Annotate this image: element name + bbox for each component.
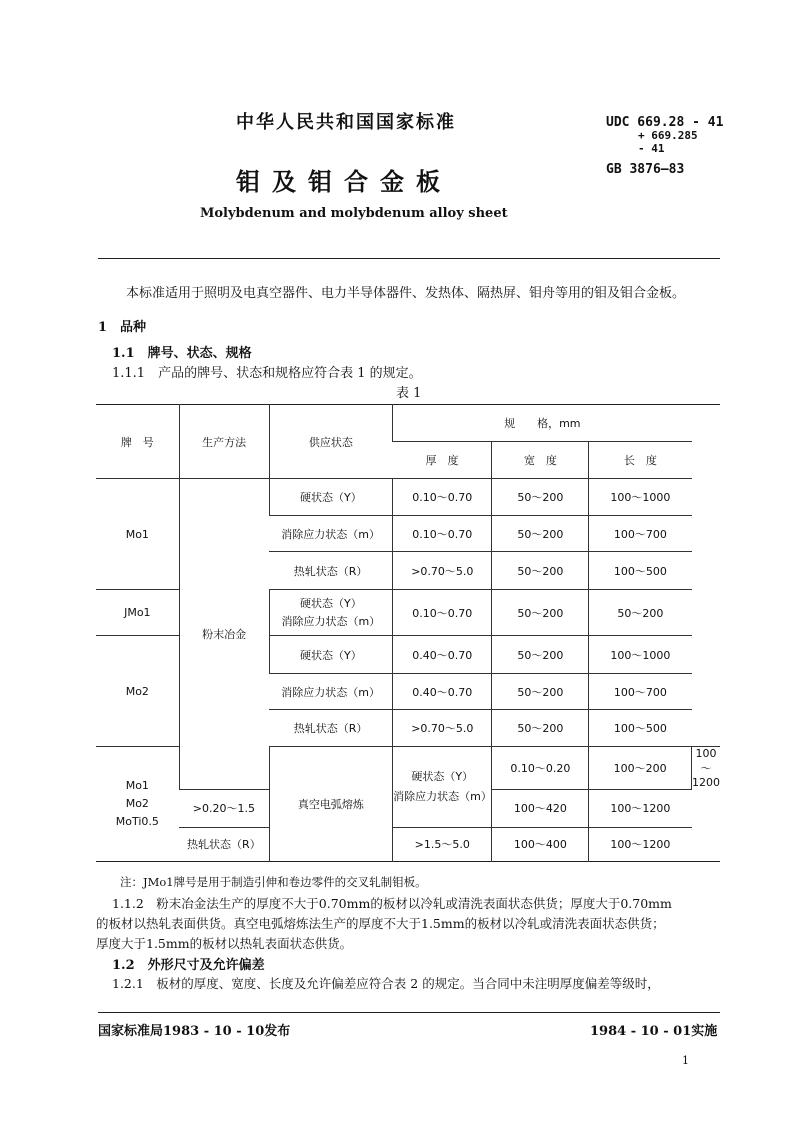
length-cell: 100～700 bbox=[589, 516, 692, 552]
issuing-authority: 中华人民共和国国家标准 bbox=[236, 112, 456, 133]
length-cell: 100～700 bbox=[589, 674, 692, 710]
table-row bbox=[96, 827, 720, 861]
thickness-cell: 0.10～0.70 bbox=[393, 479, 492, 516]
width-cell: 50～200 bbox=[492, 590, 589, 636]
grade-line: MoTi0.5 bbox=[115, 814, 159, 828]
grade-cell: JMo1 bbox=[96, 590, 179, 636]
scope-paragraph: 本标准适用于照明及电真空器件、电力半导体器件、发热体、隔热屏、钼舟等用的钼及钼合金板。 bbox=[126, 286, 686, 301]
clause-1-2-1: 1.2.1 板材的厚度、宽度、长度及允许偏差应符合表 2 的规定。当合同中未注明厚度偏差等级时， bbox=[112, 976, 660, 991]
header-state: 供应状态 bbox=[269, 405, 393, 479]
width-cell: 50～200 bbox=[492, 479, 589, 516]
header-spec: 规 格，mm bbox=[393, 405, 692, 442]
title-chinese: 钼及钼合金板 bbox=[236, 167, 452, 196]
thickness-cell: >0.20～1.5 bbox=[179, 789, 269, 827]
state-cell: 硬状态（Y） bbox=[269, 636, 393, 674]
section-1-heading: 1 品种 bbox=[98, 320, 147, 335]
width-cell: 50～200 bbox=[492, 710, 589, 747]
footer-divider bbox=[98, 1012, 720, 1013]
section-1-2-heading: 1.2 外形尺寸及允许偏差 bbox=[112, 958, 265, 973]
table-note: 注：JMo1牌号是用于制造引伸和卷边零件的交叉轧制钼板。 bbox=[120, 875, 427, 889]
grade-cell-multi bbox=[96, 747, 179, 862]
state-line: 硬状态（Y） bbox=[300, 596, 362, 610]
state-cell: 热轧状态（R） bbox=[269, 710, 393, 747]
state-cell: 消除应力状态（m） bbox=[269, 674, 393, 710]
thickness-cell: 0.40～0.70 bbox=[393, 674, 492, 710]
table-1 bbox=[96, 404, 720, 862]
udc-code bbox=[606, 116, 723, 155]
width-cell: 50～200 bbox=[492, 674, 589, 710]
width-cell: 50～200 bbox=[492, 516, 589, 552]
title-english: Molybdenum and molybdenum alloy sheet bbox=[200, 206, 508, 221]
header-width: 宽 度 bbox=[492, 442, 589, 479]
page-number: 1 bbox=[682, 1054, 689, 1067]
width-cell: 100～420 bbox=[492, 789, 589, 827]
length-cell: 100～500 bbox=[589, 710, 692, 747]
udc-line-3: - 41 bbox=[638, 142, 665, 155]
clause-1-1-1: 1.1.1 产品的牌号、状态和规格应符合表 1 的规定。 bbox=[112, 366, 422, 381]
method-cell: 真空电弧熔炼 bbox=[269, 747, 393, 862]
grade-cell: Mo1 bbox=[96, 479, 179, 590]
state-line: 硬状态（Y） bbox=[411, 769, 474, 783]
header-method: 生产方法 bbox=[179, 405, 269, 479]
grade-line: Mo1 bbox=[125, 778, 149, 792]
clause-1-1-2-line-3: 厚度大于1.5mm的板材以热轧表面状态供货。 bbox=[96, 936, 353, 951]
table-caption: 表 1 bbox=[396, 386, 422, 401]
width-cell: 50～200 bbox=[492, 552, 589, 590]
header-thickness: 厚 度 bbox=[393, 442, 492, 479]
header-divider bbox=[98, 258, 720, 259]
state-cell: 热轧状态（R） bbox=[269, 552, 393, 590]
gb-number: GB 3876—83 bbox=[606, 162, 685, 177]
state-line: 消除应力状态（m） bbox=[393, 789, 492, 803]
length-cell: 100～1000 bbox=[589, 479, 692, 516]
clause-1-1-2-line-2: 的板材以热轧表面供货。真空电弧熔炼法生产的厚度不大于1.5mm的板材以冷轧或清洗表面状态供货； bbox=[96, 916, 665, 931]
length-cell: 100～1200 bbox=[589, 789, 692, 827]
length-cell: 100～1000 bbox=[589, 636, 692, 674]
thickness-cell: >0.70～5.0 bbox=[393, 710, 492, 747]
width-cell: 50～200 bbox=[492, 636, 589, 674]
state-cell: 热轧状态（R） bbox=[179, 827, 269, 861]
length-cell: 100～1200 bbox=[692, 747, 720, 789]
width-cell: 100～400 bbox=[492, 827, 589, 861]
thickness-cell: 0.10～0.70 bbox=[393, 590, 492, 636]
grade-line: Mo2 bbox=[125, 796, 149, 810]
length-cell: 100～500 bbox=[589, 552, 692, 590]
state-cell bbox=[269, 590, 393, 636]
length-cell: 50～200 bbox=[589, 590, 692, 636]
table-row bbox=[96, 479, 720, 516]
thickness-cell: 0.10～0.70 bbox=[393, 516, 492, 552]
issue-date: 国家标准局1983 - 10 - 10发布 bbox=[98, 1024, 291, 1039]
length-cell: 100～1200 bbox=[589, 827, 692, 861]
thickness-cell: >1.5～5.0 bbox=[393, 827, 492, 861]
state-line: 消除应力状态（m） bbox=[281, 614, 381, 628]
thickness-cell: 0.10～0.20 bbox=[492, 747, 589, 790]
method-cell: 粉末冶金 bbox=[179, 479, 269, 790]
udc-line-2: + 669.285 bbox=[638, 129, 698, 142]
section-1-1-heading: 1.1 牌号、状态、规格 bbox=[112, 346, 252, 361]
state-cell: 消除应力状态（m） bbox=[269, 516, 393, 552]
thickness-cell: 0.40～0.70 bbox=[393, 636, 492, 674]
grade-cell: Mo2 bbox=[96, 636, 179, 747]
state-cell bbox=[393, 747, 492, 828]
header-grade: 牌 号 bbox=[120, 435, 154, 449]
thickness-cell: >0.70～5.0 bbox=[393, 552, 492, 590]
header-length: 长 度 bbox=[589, 442, 692, 479]
width-cell: 100～200 bbox=[589, 747, 692, 790]
udc-line-1: UDC 669.28 - 41 bbox=[606, 115, 724, 130]
effective-date: 1984 - 10 - 01实施 bbox=[590, 1024, 718, 1039]
clause-1-1-2-line-1: 1.1.2 粉末冶金法生产的厚度不大于0.70mm的板材以冷轧或清洗表面状态供货；厚度大于0.70mm bbox=[112, 896, 672, 911]
state-cell: 硬状态（Y） bbox=[269, 479, 393, 516]
